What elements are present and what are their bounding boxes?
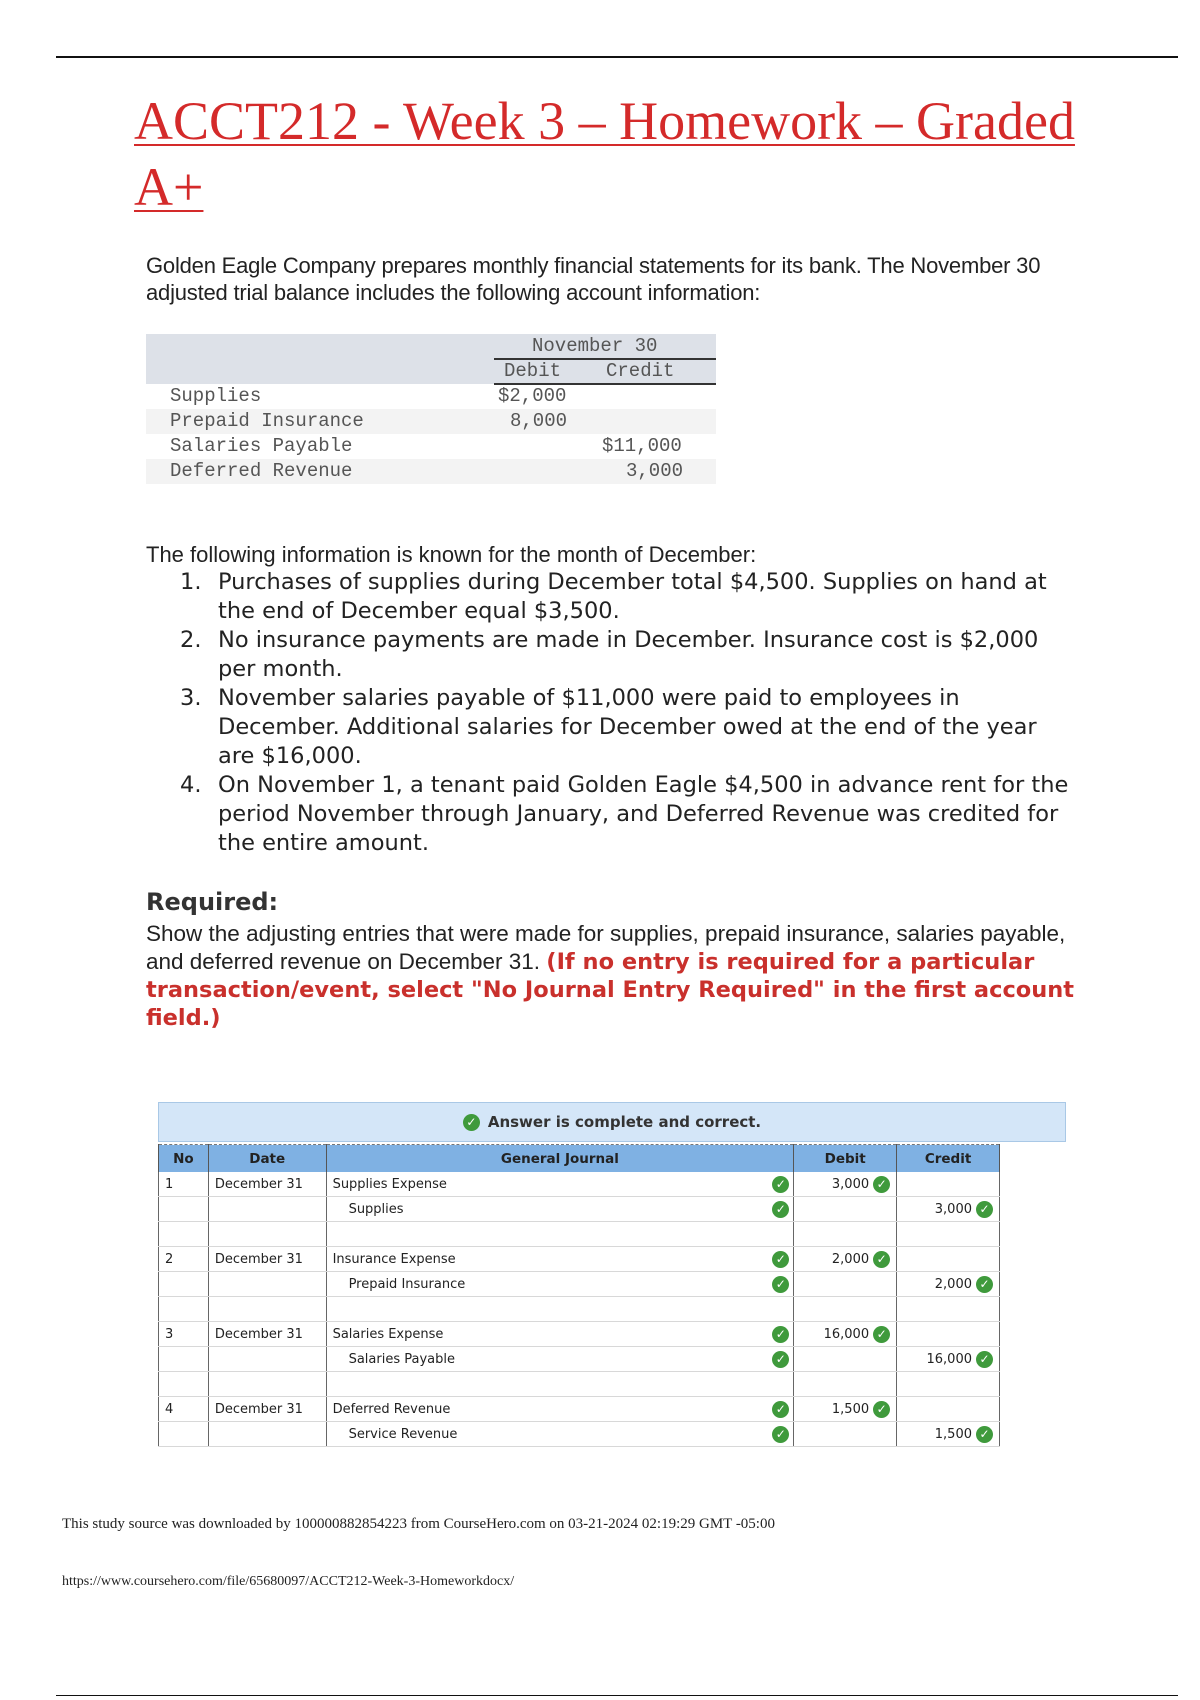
page-title: ACCT212 - Week 3 – Homework – Graded A+ bbox=[134, 91, 1075, 217]
debit-amount-cell[interactable] bbox=[794, 1272, 897, 1297]
entry-no: 4 bbox=[159, 1397, 209, 1422]
trial-balance-table bbox=[146, 334, 716, 488]
debit-amount-cell[interactable] bbox=[794, 1397, 897, 1422]
debit-amount-cell[interactable] bbox=[794, 1197, 897, 1222]
entry-date: December 31 bbox=[208, 1247, 326, 1272]
check-circle-icon: ✓ bbox=[873, 1251, 890, 1268]
debit-amount-cell[interactable] bbox=[794, 1347, 897, 1372]
spacer-row bbox=[159, 1297, 1000, 1322]
debit-value: 8,000 bbox=[510, 410, 568, 432]
account-text: Deferred Revenue bbox=[332, 1401, 451, 1417]
account-name: Supplies bbox=[170, 385, 262, 407]
check-circle-icon: ✓ bbox=[772, 1276, 789, 1293]
table-row bbox=[159, 1347, 1000, 1372]
list-item: 4. On November 1, a tenant paid Golden Eagle $4,500 in advance rent for the period November through January, and Deferred Revenue was credited for the entire amount. bbox=[180, 772, 1069, 856]
account-name: Prepaid Insurance bbox=[170, 410, 364, 432]
amount-text: 3,000 bbox=[831, 1176, 870, 1192]
amount-text: 2,000 bbox=[934, 1276, 972, 1292]
account-text: Salaries Payable bbox=[348, 1351, 455, 1367]
header-credit: Credit bbox=[897, 1145, 1000, 1173]
required-heading: Required: bbox=[146, 888, 279, 916]
header-no: No bbox=[159, 1145, 209, 1173]
account-text: Supplies Expense bbox=[332, 1176, 447, 1192]
credit-amount-cell[interactable] bbox=[897, 1397, 1000, 1422]
check-circle-icon: ✓ bbox=[772, 1201, 789, 1218]
check-circle-icon: ✓ bbox=[873, 1176, 890, 1193]
top-rule bbox=[56, 56, 1178, 58]
spacer-row bbox=[159, 1222, 1000, 1247]
bottom-rule bbox=[56, 1695, 1178, 1696]
header-general-journal: General Journal bbox=[326, 1145, 794, 1173]
credit-amount-cell[interactable] bbox=[897, 1172, 1000, 1197]
check-circle-icon: ✓ bbox=[772, 1326, 789, 1343]
source-footer: This study source was downloaded by 100000882854223 from CourseHero.com on 03-21-2024 02:19:29 GMT -05:00 bbox=[62, 1516, 775, 1532]
table-row bbox=[159, 1272, 1000, 1297]
amount-text: 1,500 bbox=[831, 1401, 870, 1417]
amount-text: 2,000 bbox=[831, 1251, 870, 1267]
debit-account-cell[interactable] bbox=[326, 1397, 794, 1422]
amount-text: 16,000 bbox=[823, 1326, 870, 1342]
check-circle-icon: ✓ bbox=[772, 1351, 789, 1368]
intro-paragraph: Golden Eagle Company prepares monthly financial statements for its bank. The November 30 adjusted trial balance includes the following account information: bbox=[146, 253, 1041, 305]
answer-status-text: Answer is complete and correct. bbox=[487, 1113, 762, 1131]
credit-account-cell[interactable] bbox=[326, 1422, 794, 1447]
debit-account-cell[interactable] bbox=[326, 1322, 794, 1347]
entry-no: 2 bbox=[159, 1247, 209, 1272]
required-description: Show the adjusting entries that were made for supplies, prepaid insurance, salaries payable, and deferred revenue on December 31. bbox=[146, 921, 1066, 974]
check-circle-icon: ✓ bbox=[772, 1401, 789, 1418]
december-list bbox=[180, 568, 1080, 858]
check-circle-icon: ✓ bbox=[873, 1401, 890, 1418]
table-row bbox=[159, 1397, 1000, 1422]
header-date: Date bbox=[208, 1145, 326, 1173]
credit-header: Credit bbox=[606, 360, 675, 382]
account-text: Supplies bbox=[348, 1201, 404, 1217]
credit-amount-cell[interactable] bbox=[897, 1322, 1000, 1347]
check-circle-icon: ✓ bbox=[976, 1426, 993, 1443]
credit-account-cell[interactable] bbox=[326, 1347, 794, 1372]
entry-date: December 31 bbox=[208, 1172, 326, 1197]
debit-account-cell[interactable] bbox=[326, 1172, 794, 1197]
trial-balance-row bbox=[146, 434, 716, 459]
journal-header-row bbox=[159, 1145, 1000, 1173]
credit-value: 3,000 bbox=[626, 460, 684, 482]
credit-account-cell[interactable] bbox=[326, 1272, 794, 1297]
trial-balance-period: November 30 bbox=[532, 335, 658, 357]
credit-value: $11,000 bbox=[602, 435, 682, 457]
amount-text: 3,000 bbox=[934, 1201, 972, 1217]
credit-amount-cell[interactable] bbox=[897, 1247, 1000, 1272]
spacer-row bbox=[159, 1372, 1000, 1397]
header-debit: Debit bbox=[794, 1145, 897, 1173]
account-text: Insurance Expense bbox=[332, 1251, 456, 1267]
account-text: Service Revenue bbox=[348, 1426, 458, 1442]
check-circle-icon: ✓ bbox=[976, 1351, 993, 1368]
credit-amount-cell[interactable] bbox=[897, 1347, 1000, 1372]
debit-amount-cell[interactable] bbox=[794, 1247, 897, 1272]
table-row bbox=[159, 1422, 1000, 1447]
account-text: Prepaid Insurance bbox=[348, 1276, 466, 1292]
account-name: Deferred Revenue bbox=[170, 460, 353, 482]
entry-no: 3 bbox=[159, 1322, 209, 1347]
check-circle-icon: ✓ bbox=[772, 1251, 789, 1268]
required-text bbox=[146, 920, 1086, 1032]
journal-table bbox=[158, 1144, 1000, 1447]
table-row bbox=[159, 1247, 1000, 1272]
check-circle-icon: ✓ bbox=[976, 1276, 993, 1293]
debit-amount-cell[interactable] bbox=[794, 1172, 897, 1197]
answer-status-banner bbox=[158, 1102, 1066, 1142]
december-intro: The following information is known for the month of December: bbox=[146, 542, 757, 567]
debit-account-cell[interactable] bbox=[326, 1247, 794, 1272]
table-row bbox=[159, 1197, 1000, 1222]
table-row bbox=[159, 1322, 1000, 1347]
list-item: 3. November salaries payable of $11,000 were paid to employees in December. Additional salaries for December owed at the end of the year are $16,000. bbox=[180, 685, 1037, 769]
trial-balance-row bbox=[146, 409, 716, 434]
required-instruction: (If no entry is required for a particular transaction/event, select "No Journal Entry Required" in the first account field.) bbox=[146, 949, 1075, 1031]
check-circle-icon: ✓ bbox=[772, 1176, 789, 1193]
amount-text: 16,000 bbox=[926, 1351, 972, 1367]
entry-date: December 31 bbox=[208, 1397, 326, 1422]
check-circle-icon: ✓ bbox=[463, 1114, 480, 1131]
debit-amount-cell[interactable] bbox=[794, 1322, 897, 1347]
credit-account-cell[interactable] bbox=[326, 1197, 794, 1222]
table-row bbox=[159, 1172, 1000, 1197]
check-circle-icon: ✓ bbox=[976, 1201, 993, 1218]
credit-amount-cell[interactable] bbox=[897, 1197, 1000, 1222]
list-item: 2. No insurance payments are made in December. Insurance cost is $2,000 per month. bbox=[180, 627, 1039, 682]
credit-amount-cell[interactable] bbox=[897, 1422, 1000, 1447]
check-circle-icon: ✓ bbox=[873, 1326, 890, 1343]
trial-balance-row bbox=[146, 384, 716, 409]
account-name: Salaries Payable bbox=[170, 435, 353, 457]
debit-header: Debit bbox=[504, 360, 562, 382]
entry-no: 1 bbox=[159, 1172, 209, 1197]
debit-value: $2,000 bbox=[498, 385, 567, 407]
trial-balance-row bbox=[146, 459, 716, 484]
credit-amount-cell[interactable] bbox=[897, 1272, 1000, 1297]
source-url[interactable]: https://www.coursehero.com/file/65680097/ACCT212-Week-3-Homeworkdocx/ bbox=[62, 1574, 515, 1589]
entry-date: December 31 bbox=[208, 1322, 326, 1347]
check-circle-icon: ✓ bbox=[772, 1426, 789, 1443]
list-item: 1. Purchases of supplies during December total $4,500. Supplies on hand at the end of December equal $3,500. bbox=[180, 569, 1047, 624]
debit-amount-cell[interactable] bbox=[794, 1422, 897, 1447]
account-text: Salaries Expense bbox=[332, 1326, 444, 1342]
amount-text: 1,500 bbox=[934, 1426, 972, 1442]
